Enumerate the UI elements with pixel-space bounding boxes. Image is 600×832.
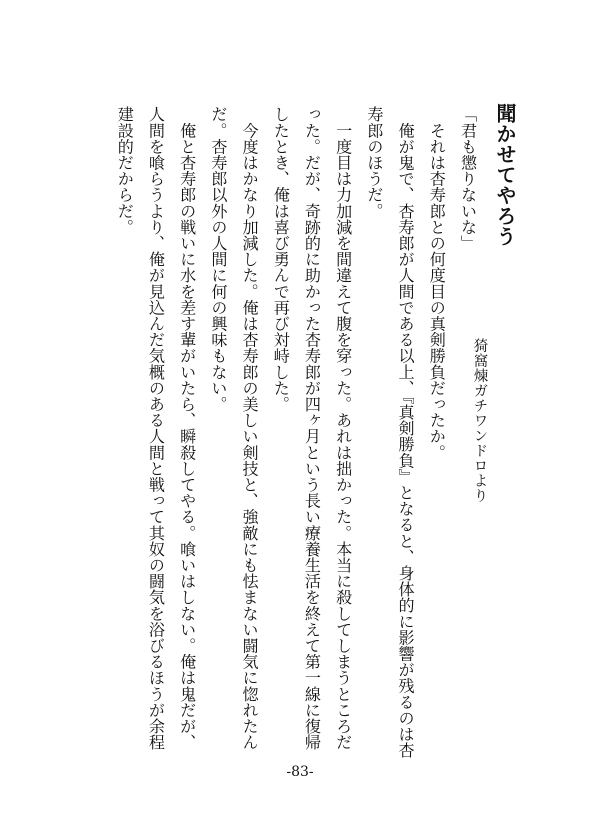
text-line: だ。杏寿郎以外の人間に何の興味もない。 [208, 106, 228, 412]
text-line: したとき、俺は喜び勇んで再び対峙した。 [270, 106, 290, 412]
text-line: 今度はかなり加減した。俺は杏寿郎の美しい剣技と、強敵にも怯まない闘気に惚れたん [239, 106, 259, 750]
page-number: -83- [286, 764, 314, 780]
author-credit: 猗窩煉ガチワンドロより [471, 338, 488, 503]
text-line: った。だが、奇跡的に助かった杏寿郎が四ヶ月という長い療養生活を終えて第一線に復帰 [301, 106, 321, 750]
text-line: 俺が鬼で、杏寿郎が人間である以上、『真剣勝負』となると、身体的に影響が残るのは杏 [395, 106, 415, 759]
body-text [109, 106, 483, 758]
text-line: 人間を喰らうより、俺が見込んだ気概のある人間と戦って其奴の闘気を浴びるほうが余程 [145, 106, 165, 750]
chapter-title: 聞かせてやろう [493, 103, 517, 247]
text-line: 寿郎のほうだ。 [364, 106, 384, 219]
text-line: それは杏寿郎との何度目の真剣勝負だったか。 [426, 106, 446, 461]
text-line: 一度目は力加減を間違えて腹を穿った。あれは拙かった。本当に殺してしまうところだ [333, 106, 353, 750]
text-line: 俺と杏寿郎の戦いに水を差す輩がいたら、瞬殺してやる。喰いはしない。俺は鬼だが、 [177, 106, 197, 750]
text-line: 建設的だからだ。 [114, 106, 134, 235]
text-line: 「君も懲りないな」 [458, 106, 477, 251]
